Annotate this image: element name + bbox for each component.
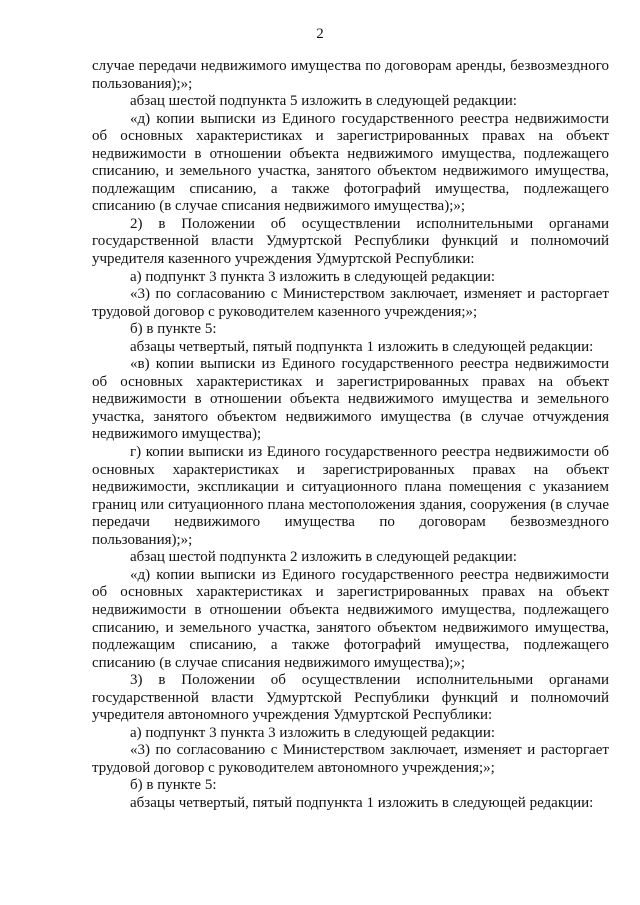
paragraph: «3) по согласованию с Министерством заключает, изменяет и расторгает трудовой договор с руководителем казенного учреждения;»; xyxy=(92,286,609,320)
paragraph: «д) копии выписки из Единого государственного реестра недвижимости об основных характеристиках и зарегистрированных правах на объект недвижимости в отношении объекта недвижимого имущества, подлежащего списанию, и земельного участка, занятого объектом недвижимого имущества, подлежащим списанию, а также фотографий имущества, подлежащего списанию (в случае списания недвижимого имущества);»; xyxy=(92,566,609,671)
page-number: 2 xyxy=(316,26,324,42)
paragraph: 3) в Положении об осуществлении исполнительными органами государственной власти Удмуртской Республики функций и полномочий учредителя автономного учреждения Удмуртской Республики: xyxy=(92,672,609,724)
paragraph: «в) копии выписки из Единого государственного реестра недвижимости об основных характеристиках и зарегистрированных правах на объект недвижимости в отношении объекта недвижимого имущества и земельного участка, занятого объектом недвижимого имущества (в случае отчуждения недвижимого имущества); xyxy=(92,356,609,443)
paragraph: «3) по согласованию с Министерством заключает, изменяет и расторгает трудовой договор с руководителем автономного учреждения;»; xyxy=(92,742,609,776)
paragraph: б) в пункте 5: xyxy=(130,777,217,794)
paragraph: абзац шестой подпункта 2 изложить в следующей редакции: xyxy=(130,549,517,566)
paragraph: б) в пункте 5: xyxy=(130,321,217,338)
paragraph: абзац шестой подпункта 5 изложить в следующей редакции: xyxy=(130,93,517,110)
paragraph: «д) копии выписки из Единого государственного реестра недвижимости об основных характеристиках и зарегистрированных правах на объект недвижимости в отношении объекта недвижимого имущества, подлежащего списанию, и земельного участка, занятого объектом недвижимого имущества, подлежащим списанию, а также фотографий имущества, подлежащего списанию (в случае списания недвижимого имущества);»; xyxy=(92,110,609,215)
paragraph: 2) в Положении об осуществлении исполнительными органами государственной власти Удмуртской Республики функций и полномочий учредителя казенного учреждения Удмуртской Республики: xyxy=(92,215,609,268)
paragraph: абзацы четвертый, пятый подпункта 1 изложить в следующей редакции: xyxy=(130,338,594,355)
paragraph: случае передачи недвижимого имущества по договорам аренды, безвозмездного пользования);»; xyxy=(92,58,609,92)
paragraph: абзацы четвертый, пятый подпункта 1 изложить в следующей редакции: xyxy=(130,794,594,811)
paragraph: а) подпункт 3 пункта 3 изложить в следующей редакции: xyxy=(130,268,496,285)
paragraph: а) подпункт 3 пункта 3 изложить в следующей редакции: xyxy=(130,724,496,741)
paragraph: г) копии выписки из Единого государственного реестра недвижимости об основных характеристиках и зарегистрированных правах на объект недвижимости, экспликации и ситуационного плана помещения с указанием границ или ситуационного плана местоположения здания, сооружения (в случае передачи недвижимого имущества по договорам безвозмездного пользования);»; xyxy=(92,444,609,548)
document-body xyxy=(92,58,609,813)
